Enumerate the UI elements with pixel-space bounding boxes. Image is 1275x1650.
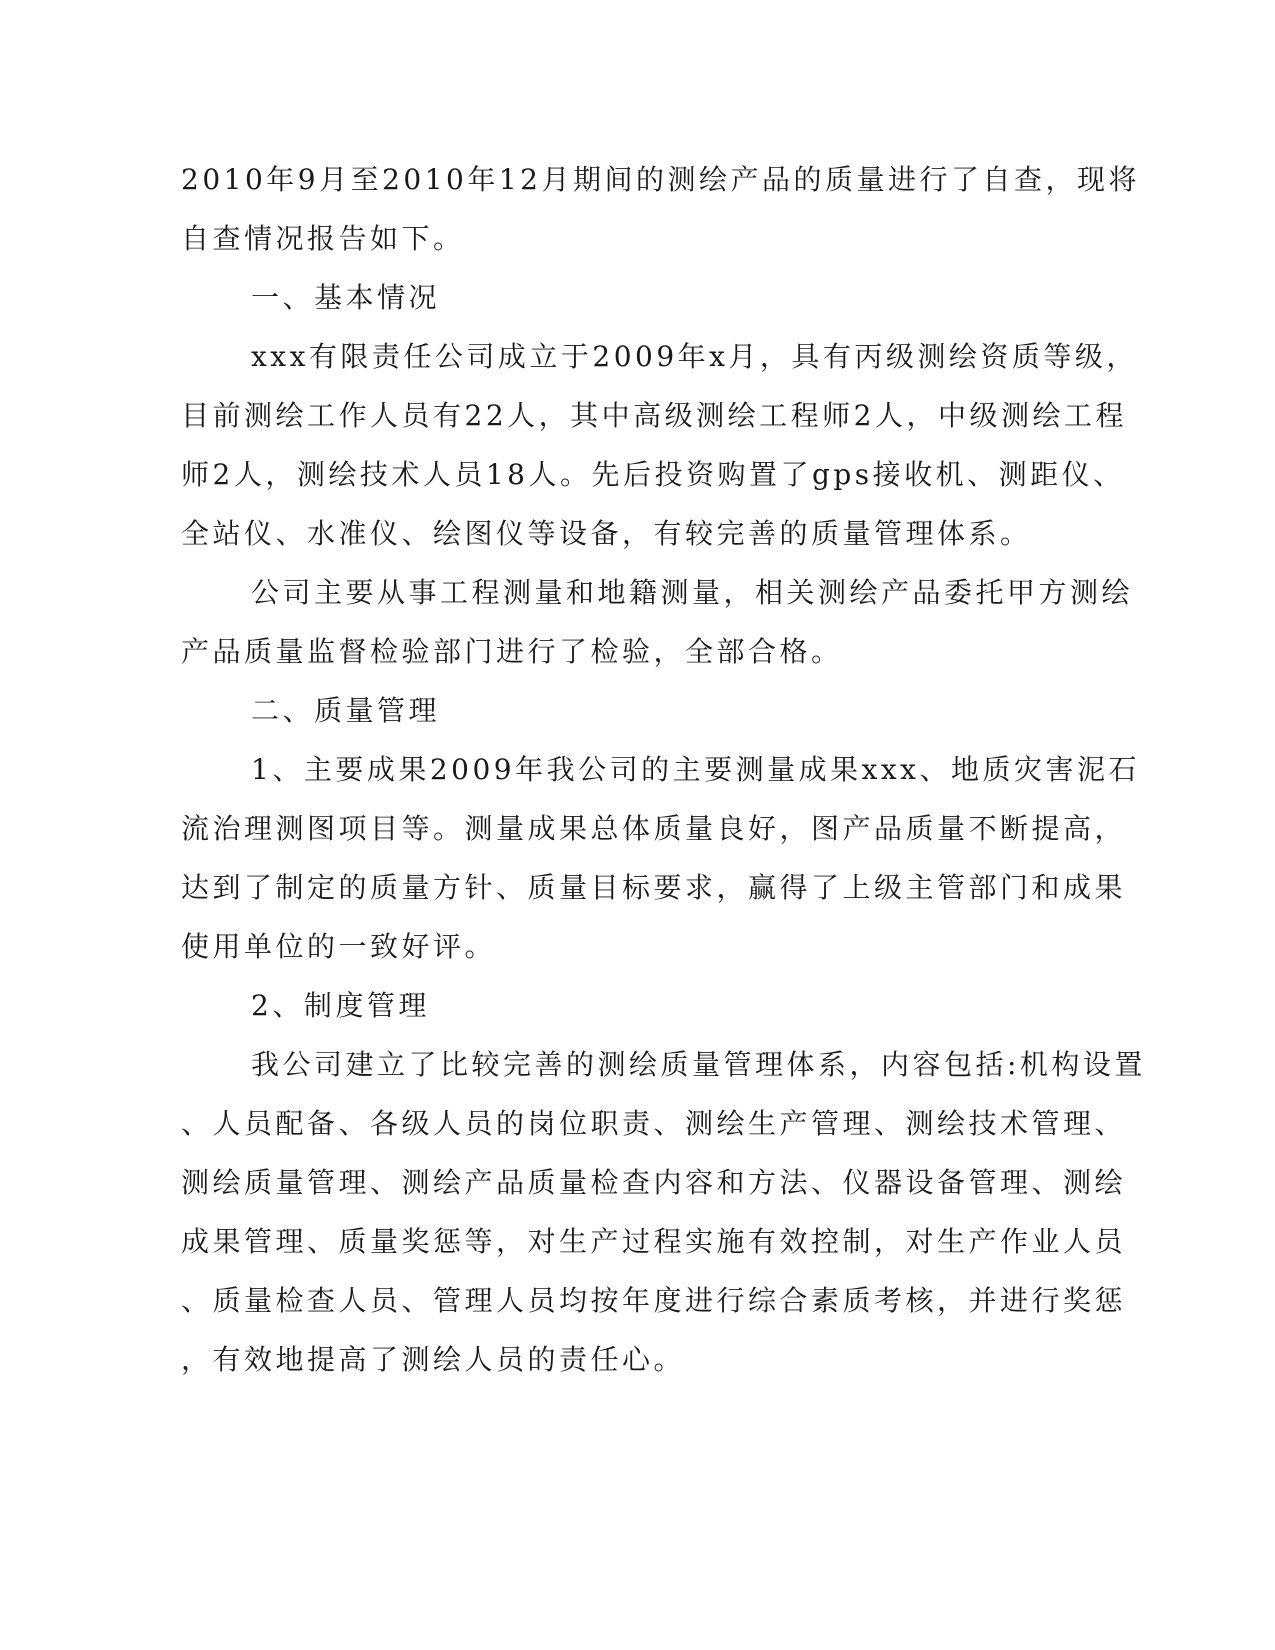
body-line: 我公司建立了比较完善的测绘质量管理体系，内容包括:机构设置 <box>251 1048 1146 1081</box>
body-line: 达到了制定的质量方针、质量目标要求，赢得了上级主管部门和成果 <box>181 871 1127 904</box>
body-line: 公司主要从事工程测量和地籍测量，相关测绘产品委托甲方测绘 <box>251 576 1134 609</box>
body-line: 使用单位的一致好评。 <box>181 930 497 963</box>
body-line: 目前测绘工作人员有22人，其中高级测绘工程师2人，中级测绘工程 <box>181 399 1127 432</box>
body-line: 流治理测图项目等。测量成果总体质量良好，图产品质量不断提高， <box>181 812 1127 845</box>
body-line: 成果管理、质量奖惩等，对生产过程实施有效控制，对生产作业人员 <box>181 1225 1127 1258</box>
body-line: 全站仪、水准仪、绘图仪等设备，有较完善的质量管理体系。 <box>181 517 1032 550</box>
body-line: 2010年9月至2010年12月期间的测绘产品的质量进行了自查，现将 <box>181 163 1140 196</box>
section-heading: 一、基本情况 <box>251 281 441 314</box>
body-line: ，有效地提高了测绘人员的责任心。 <box>181 1343 686 1376</box>
body-line: 1、主要成果2009年我公司的主要测量成果xxx、地质灾害泥石 <box>251 753 1140 786</box>
body-line: xxx有限责任公司成立于2009年x月，具有丙级测绘资质等级， <box>251 340 1138 373</box>
body-line: 、人员配备、各级人员的岗位职责、测绘生产管理、测绘技术管理、 <box>181 1107 1127 1140</box>
body-line: 师2人，测绘技术人员18人。先后投资购置了gps接收机、测距仪、 <box>181 458 1125 491</box>
section-heading: 二、质量管理 <box>251 694 441 727</box>
body-line: 、质量检查人员、管理人员均按年度进行综合素质考核，并进行奖惩 <box>181 1284 1127 1317</box>
subsection-heading: 2、制度管理 <box>251 989 430 1022</box>
body-line: 产品质量监督检验部门进行了检验，全部合格。 <box>181 635 843 668</box>
body-line: 测绘质量管理、测绘产品质量检查内容和方法、仪器设备管理、测绘 <box>181 1166 1127 1199</box>
body-line: 自查情况报告如下。 <box>181 222 465 255</box>
